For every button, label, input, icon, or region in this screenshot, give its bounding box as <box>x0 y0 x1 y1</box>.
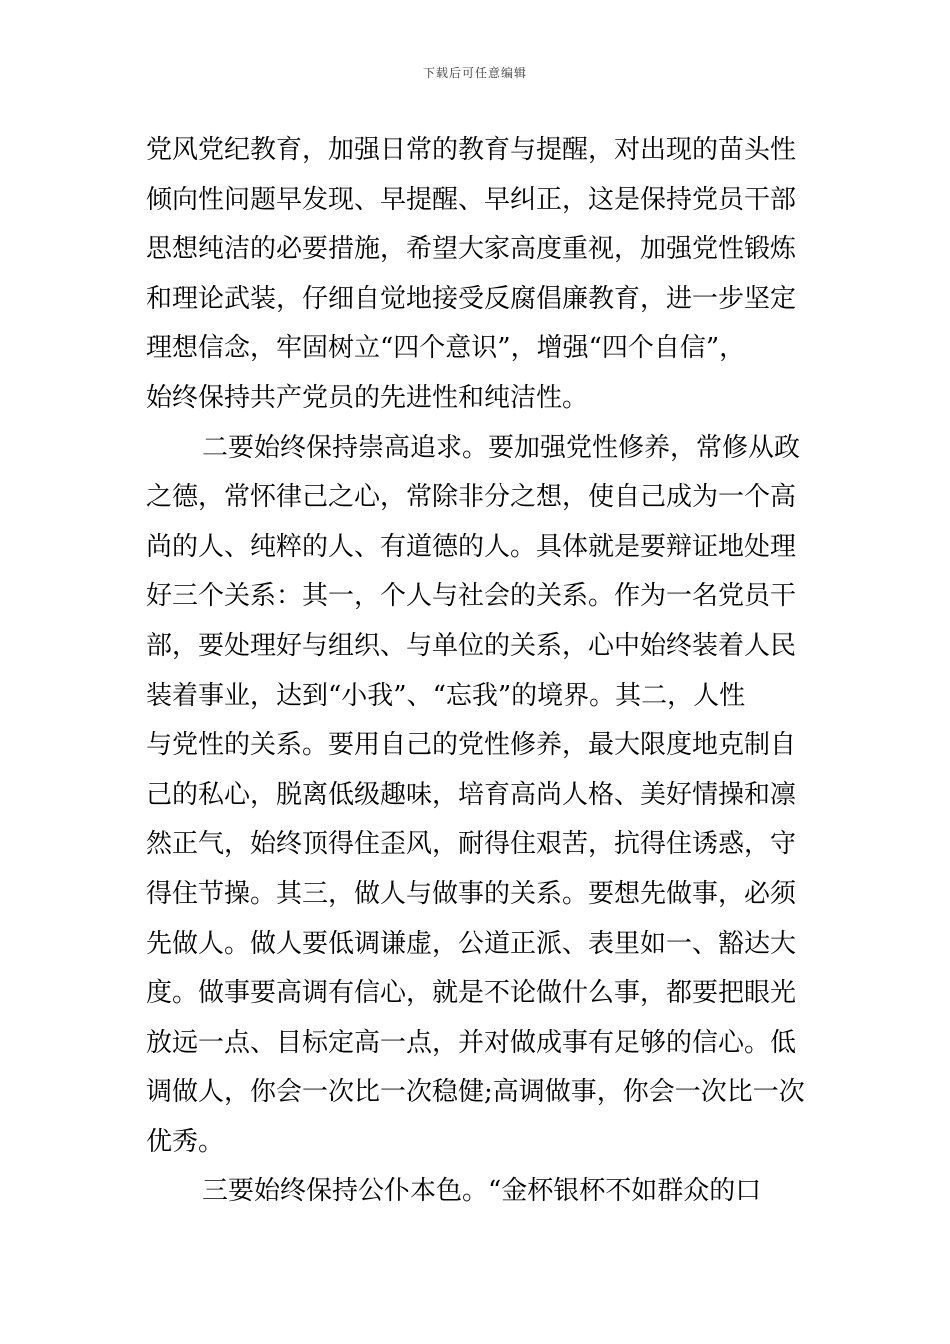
text-line: 与党性的关系。要用自己的党性修养，最大限度地克制自 <box>146 730 797 761</box>
paragraph-start-line: 三要始终保持公仆本色。“金杯银杯不如群众的口 <box>202 1176 762 1207</box>
text-line: 得住节操。其三，做人与做事的关系。要想先做事，必须 <box>146 878 797 909</box>
text-line: 和理论武装，仔细自觉地接受反腐倡廉教育，进一步坚定 <box>146 283 797 314</box>
text-line: 度。做事要高调有信心，就是不论做什么事，都要把眼光 <box>146 978 797 1009</box>
text-line: 装着事业，达到“小我”、“忘我”的境界。其二，人性 <box>146 680 746 711</box>
text-line: 始终保持共产党员的先进性和纯洁性。 <box>146 382 589 413</box>
text-line: 思想纯洁的必要措施，希望大家高度重视，加强党性锻炼 <box>146 234 797 265</box>
document-body <box>146 126 810 1217</box>
text-line: 党风党纪教育，加强日常的教育与提醒，对出现的苗头性 <box>146 135 797 165</box>
text-line: 己的私心，脱离低级趣味，培育高尚人格、美好情操和凛 <box>146 779 797 810</box>
text-line: 先做人。做人要低调谦虚，公道正派、表里如一、豁达大 <box>146 928 797 959</box>
text-line: 放远一点、目标定高一点，并对做成事有足够的信心。低 <box>146 1027 797 1058</box>
page-header: 下载后可任意编辑 <box>422 66 527 80</box>
text-line: 理想信念，牢固树立“四个意识”，增强“四个自信”， <box>146 333 746 364</box>
text-line: 部，要处理好与组织、与单位的关系，心中始终装着人民 <box>146 630 797 661</box>
text-line: 然正气，始终顶得住歪风，耐得住艰苦，抗得住诱惑，守 <box>146 829 797 860</box>
text-line: 好三个关系：其一，个人与社会的关系。作为一名党员干 <box>146 581 797 612</box>
text-line: 调做人，你会一次比一次稳健;高调做事，你会一次比一次 <box>146 1077 805 1108</box>
text-line: 优秀。 <box>146 1126 225 1157</box>
text-line: 尚的人、纯粹的人、有道德的人。具体就是要辩证地处理 <box>146 531 797 562</box>
paragraph-start-line: 二要始终保持崇高追求。要加强党性修养，常修从政 <box>202 432 801 463</box>
text-line: 之德，常怀律己之心，常除非分之想，使自己成为一个高 <box>146 482 797 513</box>
text-line: 倾向性问题早发现、早提醒、早纠正，这是保持党员干部 <box>146 184 797 215</box>
